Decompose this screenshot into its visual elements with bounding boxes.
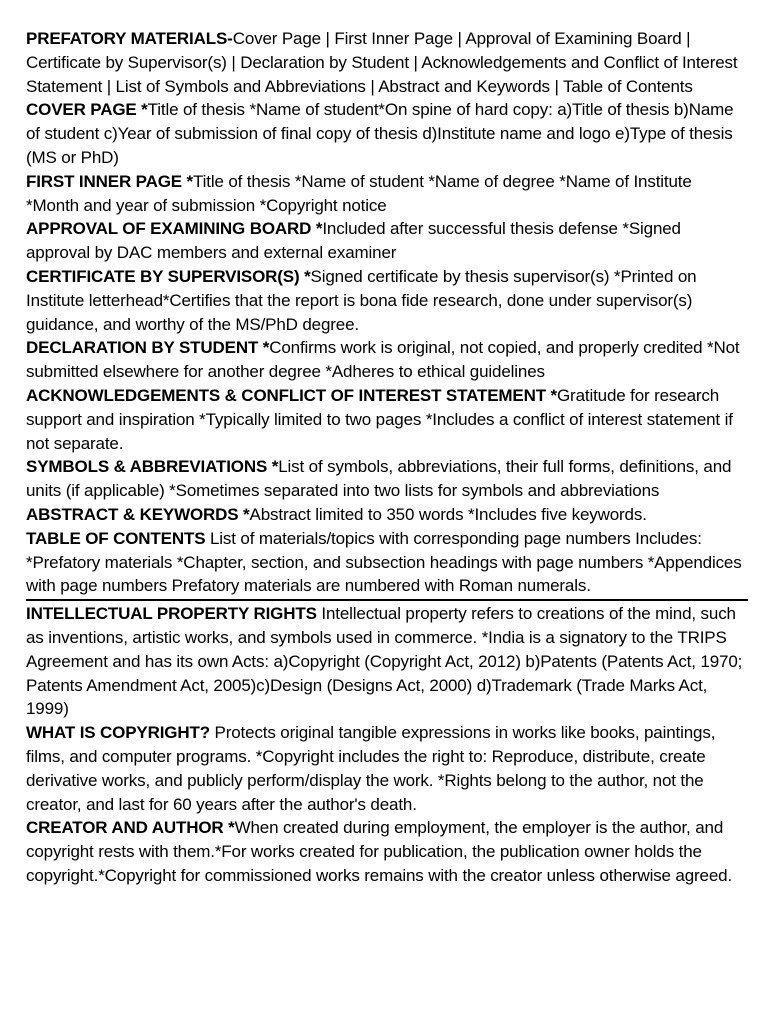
section-text: List of materials/topics with corresponding page numbers Includes: *Prefatory materials *Chapter, section, and subsection headings with page numbers *Appendices with page numbers Prefatory materials are numbered with Roman numerals. bbox=[26, 528, 742, 596]
section-heading: APPROVAL OF EXAMINING BOARD * bbox=[26, 219, 323, 239]
section-heading: ABSTRACT & KEYWORDS * bbox=[26, 504, 250, 524]
horizontal-divider bbox=[26, 599, 748, 601]
section-text: Confirms work is original, not copied, and properly credited *Not submitted elsewhere for another degree *Adheres to ethical guidelines bbox=[26, 338, 740, 382]
section-symbols-abbreviations bbox=[26, 455, 748, 503]
section-creator-and-author bbox=[26, 816, 748, 887]
section-first-inner-page bbox=[26, 170, 748, 218]
section-text: Signed certificate by thesis supervisor(s) *Printed on Institute letterhead*Certifies that the report is bona fide research, done under supervisor(s) guidance, and worthy of the MS/PhD degree. bbox=[26, 266, 697, 334]
document-page bbox=[26, 27, 748, 888]
section-certificate-by-supervisor bbox=[26, 265, 748, 336]
section-declaration-by-student bbox=[26, 336, 748, 384]
section-heading: PREFATORY MATERIALS- bbox=[26, 29, 233, 48]
section-heading: WHAT IS COPYRIGHT? bbox=[26, 723, 210, 743]
section-abstract-keywords bbox=[26, 503, 748, 527]
section-table-of-contents bbox=[26, 527, 748, 598]
section-intellectual-property-rights bbox=[26, 602, 748, 721]
section-approval-of-examining-board bbox=[26, 217, 748, 265]
section-text: Included after successful thesis defense *Signed approval by DAC members and external examiner bbox=[26, 219, 681, 263]
section-heading: COVER PAGE * bbox=[26, 100, 148, 120]
section-heading: ACKNOWLEDGEMENTS & CONFLICT OF INTEREST STATEMENT * bbox=[26, 385, 557, 405]
section-text: Protects original tangible expressions in works like books, paintings, films, and computer programs. *Copyright includes the right to: Reproduce, distribute, create derivative works, and publicly perform/display the work. *Rights belong to the author, not the creator, and last for 60 years after the author's death. bbox=[26, 723, 716, 814]
section-heading: CREATOR AND AUTHOR * bbox=[26, 818, 235, 838]
section-text: List of symbols, abbreviations, their full forms, definitions, and units (if applicable) *Sometimes separated into two lists for symbols and abbreviations bbox=[26, 457, 732, 501]
section-heading: DECLARATION BY STUDENT * bbox=[26, 338, 270, 358]
section-prefatory-materials bbox=[26, 27, 748, 98]
section-text: Cover Page | First Inner Page | Approval of Examining Board | Certificate by Supervisor(s) | Declaration by Student | Acknowledgements and Conflict of Interest Statement | List of Symbols and Abbreviations | Abstract and Keywords | Table of Contents bbox=[26, 29, 738, 96]
section-heading: INTELLECTUAL PROPERTY RIGHTS bbox=[26, 604, 317, 624]
section-heading: SYMBOLS & ABBREVIATIONS * bbox=[26, 457, 279, 477]
section-text: Abstract limited to 350 words *Includes five keywords. bbox=[249, 504, 647, 524]
section-text: Title of thesis *Name of student *Name of degree *Name of Institute *Month and year of submission *Copyright notice bbox=[26, 171, 692, 215]
section-heading: FIRST INNER PAGE * bbox=[26, 171, 194, 191]
section-cover-page bbox=[26, 98, 748, 169]
section-acknowledgements bbox=[26, 384, 748, 455]
section-heading: CERTIFICATE BY SUPERVISOR(S) * bbox=[26, 266, 311, 286]
section-text: When created during employment, the employer is the author, and copyright rests with them.*For works created for publication, the publication owner holds the copyright.*Copyright for commissioned works remains with the creator unless otherwise agreed. bbox=[26, 818, 733, 885]
section-what-is-copyright bbox=[26, 721, 748, 816]
section-text: Intellectual property refers to creations of the mind, such as inventions, artistic works, and symbols used in commerce. *India is a signatory to the TRIPS Agreement and has its own Acts: a)Copyright (Copyright Act, 2012) b)Patents (Patents Act, 1970; Patents Amendment Act, 2005)c)Design (Designs Act, 2000) d)Trademark (Trade Marks Act, 1999) bbox=[26, 604, 743, 719]
section-text: Gratitude for research support and inspiration *Typically limited to two pages *Includes a conflict of interest statement if not separate. bbox=[26, 385, 733, 453]
section-text: Title of thesis *Name of student*On spine of hard copy: a)Title of thesis b)Name of student c)Year of submission of final copy of thesis d)Institute name and logo e)Type of thesis (MS or PhD) bbox=[26, 100, 734, 167]
section-heading: TABLE OF CONTENTS bbox=[26, 528, 210, 548]
